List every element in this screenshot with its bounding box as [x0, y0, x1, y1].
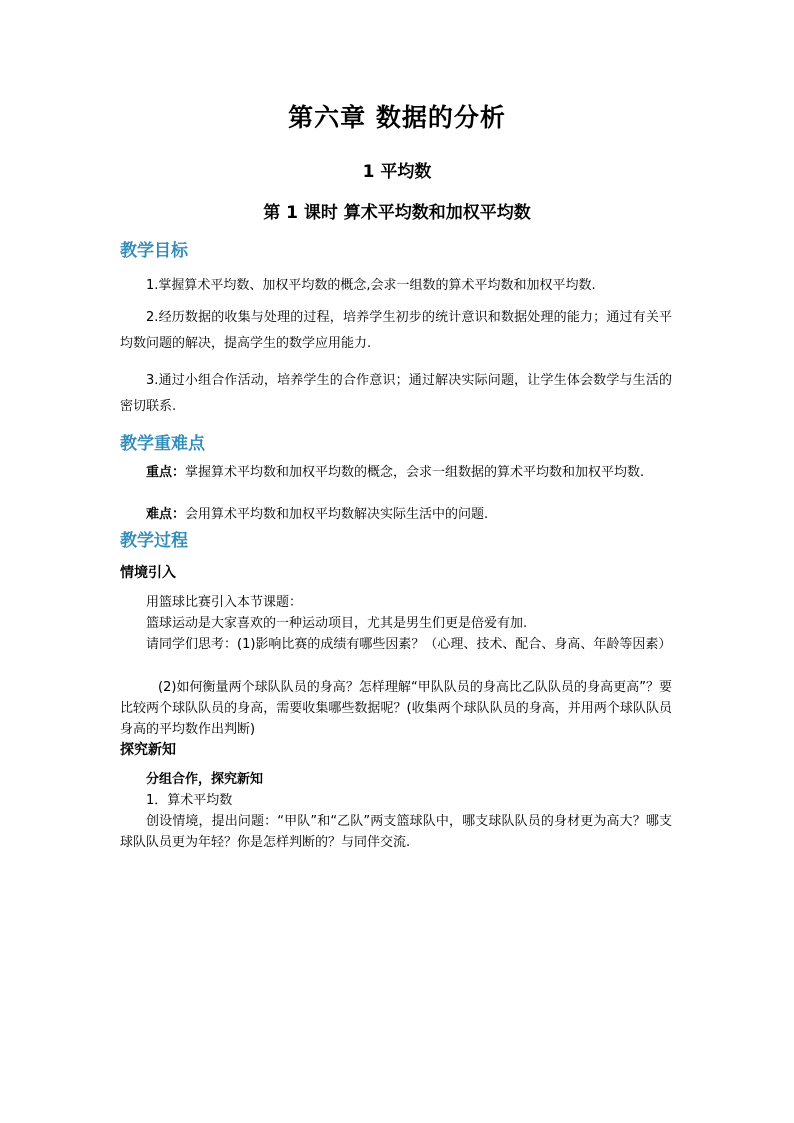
intro-paragraph-4: (2)如何衡量两个球队队员的身高？怎样理解“甲队队员的身高比乙队队员的身高更高”？要比较两个球队队员的身高，需要收集哪些数据呢？(收集两个球队队员的身高，并用两个球队队员身高的平均数作出判断)	[120, 680, 672, 737]
objective-item-2: 2.经历数据的收集与处理的过程，培养学生初步的统计意识和数据处理的能力；通过有关平均数问题的解决，提高学生的数学应用能力.	[120, 310, 672, 351]
key-points-heading: 教学重难点	[120, 434, 205, 454]
lesson-title: 第 1 课时 算术平均数和加权平均数	[263, 203, 531, 223]
key-point-text: 掌握算术平均数和加权平均数的概念，会求一组数据的算术平均数和加权平均数.	[185, 465, 645, 480]
arithmetic-mean-subheading: 1．算术平均数	[146, 793, 233, 808]
difficult-point-label: 难点：	[146, 507, 186, 522]
objective-item-1: 1.掌握算术平均数、加权平均数的概念,会求一组数的算术平均数和加权平均数.	[146, 278, 596, 293]
intro-heading: 情境引入	[120, 565, 176, 581]
difficult-point-paragraph	[120, 504, 672, 525]
intro-paragraph-1: 用篮球比赛引入本节课题：	[146, 595, 303, 610]
difficult-point-text: 会用算术平均数和加权平均数解决实际生活中的问题.	[185, 507, 489, 522]
objectives-heading: 教学目标	[120, 241, 188, 261]
process-heading: 教学过程	[120, 531, 188, 551]
section-title: 1 平均数	[362, 162, 432, 182]
arithmetic-mean-text: 创设情境，提出问题：“甲队”和“乙队”两支篮球队中，哪支球队队员的身材更为高大？哪支球队队员更为年轻？你是怎样判断的？与同伴交流.	[120, 814, 672, 850]
key-point-paragraph	[120, 462, 672, 483]
chapter-title: 第六章 数据的分析	[288, 103, 506, 132]
intro-paragraph-2: 篮球运动是大家喜欢的一种运动项目，尤其是男生们更是倍爱有加.	[146, 616, 528, 631]
group-heading: 分组合作，探究新知	[146, 772, 264, 787]
key-point-label: 重点：	[146, 465, 186, 480]
objective-item-3: 3.通过小组合作活动，培养学生的合作意识；通过解决实际问题，让学生体会数学与生活的密切联系.	[120, 373, 672, 414]
intro-paragraph-3: 请同学们思考：(1)影响比赛的成绩有哪些因素？（心理、技术、配合、身高、年龄等因素）	[146, 637, 672, 652]
explore-heading: 探究新知	[120, 742, 176, 758]
